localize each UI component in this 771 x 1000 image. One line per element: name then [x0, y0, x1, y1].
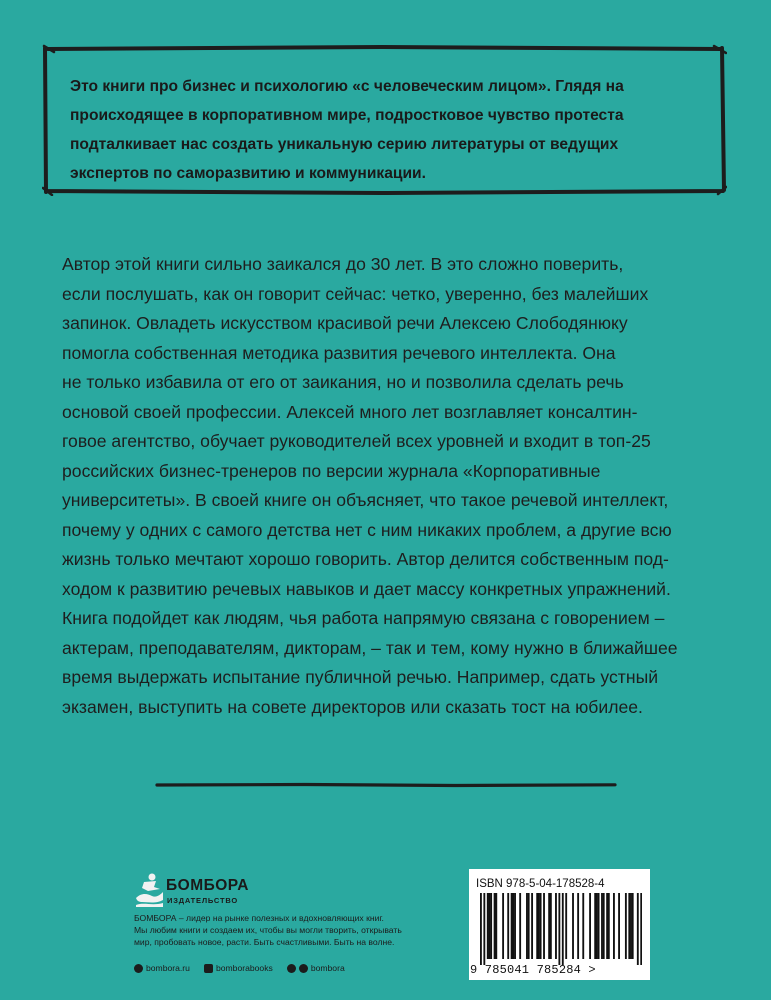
- publisher-note: [134, 912, 454, 948]
- isbn-text: ISBN 978-5-04-178528-4: [476, 878, 605, 890]
- barcode-bar: [502, 893, 504, 959]
- barcode-bar: [598, 893, 600, 959]
- description-line: если послушать, как он говорит сейчас: четко, уверенно, без малейших: [62, 283, 649, 304]
- barcode-bar: [582, 893, 584, 959]
- publisher-note-line: БОМБОРА – лидер на рынке полезных и вдохновляющих книг.: [134, 913, 384, 923]
- barcode-bar: [630, 893, 632, 959]
- barcode-bar: [514, 893, 516, 959]
- barcode-bar: [558, 893, 560, 965]
- barcode-bar: [483, 893, 485, 965]
- globe-icon: [134, 964, 143, 973]
- barcode-bar: [572, 893, 574, 959]
- barcode-bar: [489, 893, 491, 959]
- barcode-bar: [528, 893, 530, 959]
- barcode-bar: [632, 893, 634, 959]
- barcode-bar: [565, 893, 567, 959]
- barcode-bar: [526, 893, 528, 959]
- barcode-bar: [519, 893, 521, 959]
- barcode-bar: [540, 893, 542, 959]
- barcode-bar: [640, 893, 642, 965]
- description-line: почему у одних с самого детства нет с ним никаких проблем, а другие всю: [62, 519, 672, 540]
- barcode-bar: [555, 893, 557, 959]
- social-group[interactable]: [287, 963, 345, 973]
- social-site-label: bombora.ru: [146, 963, 190, 973]
- barcode-bar: [495, 893, 497, 959]
- intro-line: подталкивает нас создать уникальную серию литературы от ведущих: [70, 136, 619, 153]
- description-line: запинок. Овладеть искусством красивой речи Алексею Слободянюку: [62, 313, 628, 333]
- social-group-label: bombora: [310, 963, 345, 973]
- publisher-note-line: мир, пробовать новое, расти. Быть счастливыми. Быть на волне.: [134, 937, 395, 947]
- barcode-bar: [613, 893, 615, 959]
- social-vk[interactable]: [204, 963, 273, 973]
- publisher-name: БОМБОРА: [166, 877, 249, 894]
- barcode-bar: [608, 893, 610, 959]
- barcode-bar: [618, 893, 620, 959]
- barcode-bar: [507, 893, 509, 959]
- description-line: помогла собственная методика развития речевого интеллекта. Она: [62, 342, 616, 363]
- barcode-bar: [589, 893, 591, 959]
- description-line: Автор этой книги сильно заикался до 30 лет. В это сложно поверить,: [62, 254, 624, 274]
- intro-line: экспертов по саморазвитию и коммуникации.: [70, 165, 426, 182]
- vk-icon: [204, 964, 213, 973]
- barcode-bar: [512, 893, 514, 959]
- barcode-bar: [543, 893, 545, 959]
- barcode-bar: [487, 893, 489, 959]
- barcode-bar: [480, 893, 482, 965]
- barcode-bar: [577, 893, 579, 959]
- brush-divider: [155, 782, 617, 788]
- description-line: жизнь только мечтают хорошо говорить. Автор делится собственным под-: [62, 549, 669, 569]
- social-site[interactable]: [134, 963, 190, 973]
- intro-line: происходящее в корпоративном мире, подростковое чувство протеста: [70, 107, 624, 124]
- description-line: актерам, преподавателям, дикторам, – так и тем, кому нужно в ближайшее: [62, 637, 678, 658]
- barcode-bar: [531, 893, 533, 959]
- description-line: экзамен, выступить на совете директоров или сказать тост на юбилее.: [62, 696, 643, 717]
- barcode-bar: [490, 893, 492, 959]
- social-vk-label: bomborabooks: [215, 963, 273, 973]
- barcode-bars: [480, 893, 642, 965]
- barcode-bar: [536, 893, 538, 959]
- barcode-bar: [494, 893, 496, 959]
- publisher-logo: [134, 872, 264, 912]
- barcode-bar: [562, 893, 564, 965]
- publisher-subtitle: ИЗДАТЕЛЬСТВО: [167, 896, 238, 905]
- description-line: университеты». В своей книге он объясняет, что такое речевой интеллект,: [62, 490, 669, 510]
- book-description: [62, 250, 722, 722]
- barcode-bar: [606, 893, 608, 959]
- barcode-bar: [594, 893, 596, 959]
- barcode-bar: [511, 893, 513, 959]
- description-line: говое агентство, обучает руководителей всех уровней и входит в топ-25: [62, 431, 651, 451]
- barcode-bar: [596, 893, 598, 959]
- intro-line: Это книги про бизнес и психологию «с человеческим лицом». Глядя на: [70, 78, 624, 95]
- description-line: ходом к развитию речевых навыков и дает массу конкретных упражнений.: [62, 578, 671, 599]
- barcode-bar: [548, 893, 550, 959]
- barcode-bar: [625, 893, 627, 959]
- publisher-note-line: Мы любим книги и создаем их, чтобы вы могли творить, открывать: [134, 925, 402, 935]
- description-line: российских бизнес-тренеров по версии журнала «Корпоративные: [62, 460, 601, 481]
- barcode-bar: [538, 893, 540, 959]
- wave-rider-icon: [134, 872, 164, 908]
- barcode-digits: 9 785041 785284 >: [470, 963, 596, 977]
- description-line: время выдержать испытание публичной речью. Например, сдать устный: [62, 667, 659, 687]
- plus-icon: [287, 964, 296, 973]
- barcode-bar: [601, 893, 603, 959]
- barcode-bar: [637, 893, 639, 965]
- barcode-bar: [550, 893, 552, 959]
- social-links: [134, 962, 345, 974]
- intro-text: [70, 72, 710, 188]
- description-line: Книга подойдет как людям, чья работа напрямую связана с говорением –: [62, 608, 665, 628]
- telegram-icon: [299, 964, 308, 973]
- barcode-bar: [628, 893, 630, 959]
- description-line: основой своей профессии. Алексей много лет возглавляет консалтин-: [62, 401, 638, 422]
- description-line: не только избавила от его от заикания, но и позволила сделать речь: [62, 372, 624, 392]
- barcode-bar: [603, 893, 605, 959]
